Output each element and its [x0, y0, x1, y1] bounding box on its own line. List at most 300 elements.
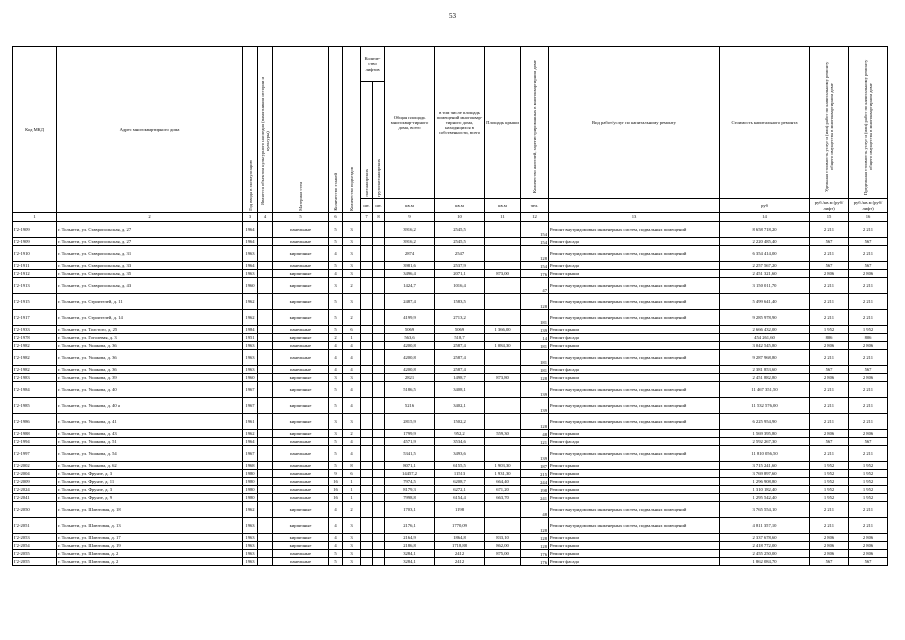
row-cost: 2 455 250,00	[720, 550, 810, 558]
table-row	[13, 382, 888, 398]
row-entrances: 8	[343, 462, 361, 470]
row-work: Ремонт крыши	[549, 430, 720, 438]
row-max-cost: 2 806	[849, 550, 888, 558]
row-lifts-cargo	[373, 222, 385, 238]
row-area-total: 5069	[385, 326, 435, 334]
row-area-own: 1864,8	[435, 534, 485, 542]
row-code: Г2-1978	[13, 334, 57, 342]
row-work: Ремонт крыши	[549, 486, 720, 494]
row-roof	[485, 350, 521, 366]
row-work: Ремонт крыши	[549, 494, 720, 502]
row-area-own: 11513	[435, 470, 485, 478]
row-residents: 154	[521, 262, 549, 270]
row-area-own: 2412	[435, 550, 485, 558]
row-lifts-cargo	[373, 350, 385, 366]
row-unit-cost: 2 211	[810, 446, 849, 462]
row-cost: 8 658 718,20	[720, 222, 810, 238]
header-residents: Количество жителей, зарегистрированных в многоквартирном доме	[521, 47, 549, 199]
row-lifts-cargo	[373, 238, 385, 246]
table-row	[13, 550, 888, 558]
table-row	[13, 534, 888, 542]
row-floors: 4	[329, 246, 343, 262]
row-cost: 2 451 882,80	[720, 374, 810, 382]
table-row	[13, 310, 888, 326]
row-work: Ремонт крыши	[549, 550, 720, 558]
row-lifts-pass	[361, 534, 373, 542]
row-address: г. Тольятти, ул. Толстого, д. 25	[57, 326, 243, 334]
unit-work	[549, 199, 720, 213]
row-unit-cost: 2 211	[810, 222, 849, 238]
row-address: г. Тольятти, ул. Ушакова, д. 36	[57, 366, 243, 374]
row-address: г. Тольятти, ул. Шлютовая, д. 19	[57, 542, 243, 550]
table-row	[13, 502, 888, 518]
row-unit-cost: 567	[810, 558, 849, 566]
row-heritage	[258, 246, 273, 262]
row-material: кирпичные	[273, 310, 329, 326]
row-year: 1951	[243, 334, 258, 342]
row-residents: 47	[521, 278, 549, 294]
row-residents: 181	[521, 342, 549, 350]
row-residents: 128	[521, 518, 549, 534]
row-lifts-cargo	[373, 534, 385, 542]
row-code: Г2-1986	[13, 414, 57, 430]
row-unit-cost: 1 952	[810, 470, 849, 478]
row-entrances: 4	[343, 382, 361, 398]
row-heritage	[258, 518, 273, 534]
row-year: 1962	[243, 430, 258, 438]
row-entrances: 4	[343, 446, 361, 462]
row-lifts-pass	[361, 246, 373, 262]
row-work: Ремонт крыши	[549, 470, 720, 478]
row-area-total: 1703,1	[385, 502, 435, 518]
row-material: кирпичные	[273, 414, 329, 430]
row-heritage	[258, 430, 273, 438]
row-address: г. Тольятти, ул. Гоголевая, д. 3	[57, 334, 243, 342]
row-year: 1967	[243, 382, 258, 398]
row-code: Г2-2009	[13, 478, 57, 486]
row-max-cost: 1 952	[849, 462, 888, 470]
row-entrances: 3	[343, 542, 361, 550]
row-year: 1963	[243, 246, 258, 262]
row-area-own: 2071,1	[435, 270, 485, 278]
row-area-own: 952,2	[435, 430, 485, 438]
row-year: 1980	[243, 494, 258, 502]
row-unit-cost: 806	[810, 334, 849, 342]
row-material: панельные	[273, 470, 329, 478]
row-cost: 11 810 056,50	[720, 446, 810, 462]
row-address: г. Тольятти, ул. Шлютовая, д. 18	[57, 502, 243, 518]
row-entrances: 2	[343, 430, 361, 438]
row-address: г. Тольятти, ул. Ставропольская, д. 43	[57, 278, 243, 294]
row-area-own: 2587,4	[435, 366, 485, 374]
row-year: 1967	[243, 398, 258, 414]
row-code: Г2-1983	[13, 374, 57, 382]
col-num: 10	[435, 213, 485, 222]
row-material: кирпичные	[273, 518, 329, 534]
row-area-total: 8179,3	[385, 486, 435, 494]
row-address: г. Тольятти, ул. Ставропольская, д. 27	[57, 238, 243, 246]
row-cost: 3 715 241,60	[720, 462, 810, 470]
row-cost: 1 296 908,80	[720, 478, 810, 486]
row-max-cost: 2 806	[849, 542, 888, 550]
header-area-total: Общая площадь многоквар-тирного дома, всего	[385, 47, 435, 199]
header-address: Адрес многоквартирного дома	[57, 47, 243, 213]
row-area-total: 7974,5	[385, 478, 435, 486]
row-max-cost: 567	[849, 558, 888, 566]
row-residents: 181	[521, 350, 549, 366]
row-lifts-cargo	[373, 294, 385, 310]
row-roof: 1 903,30	[485, 462, 521, 470]
col-num: 5	[273, 213, 329, 222]
row-max-cost: 2 211	[849, 350, 888, 366]
col-num: 4	[258, 213, 273, 222]
row-address: г. Тольятти, ул. Фрунзе, д. 9	[57, 494, 243, 502]
row-entrances: 4	[343, 342, 361, 350]
row-lifts-pass	[361, 334, 373, 342]
row-area-own: 2587,4	[435, 342, 485, 350]
row-lifts-cargo	[373, 518, 385, 534]
row-material: панельные	[273, 342, 329, 350]
row-entrances: 1	[343, 334, 361, 342]
row-floors: 3	[329, 278, 343, 294]
header-entrances: Количество подъездов	[343, 47, 361, 213]
header-unit-cost: Удельная стоимость услуг и (или) работ по капитальному ремонту общего имущества в многоквартирном доме	[810, 47, 849, 199]
row-lifts-pass	[361, 430, 373, 438]
row-area-own: 1016,4	[435, 278, 485, 294]
row-lifts-pass	[361, 518, 373, 534]
col-num: 12	[521, 213, 549, 222]
header-year: Год ввода в эксплуатацию	[243, 47, 258, 213]
row-area-own: 1498,7	[435, 374, 485, 382]
row-roof	[485, 502, 521, 518]
row-lifts-pass	[361, 278, 373, 294]
row-work: Ремонт фасада	[549, 262, 720, 270]
row-area-total: 563,6	[385, 334, 435, 342]
table-row	[13, 342, 888, 350]
row-area-total: 2164,9	[385, 534, 435, 542]
row-lifts-pass	[361, 542, 373, 550]
row-unit-cost: 2 806	[810, 542, 849, 550]
row-floors: 3	[329, 374, 343, 382]
row-floors: 16	[329, 494, 343, 502]
row-area-own: 3402,1	[435, 398, 485, 414]
table-row	[13, 518, 888, 534]
row-address: г. Тольятти, ул. Ушакова, д. 39	[57, 374, 243, 382]
row-floors: 16	[329, 478, 343, 486]
row-code: Г2-2050	[13, 502, 57, 518]
row-max-cost: 2 211	[849, 246, 888, 262]
row-lifts-pass	[361, 478, 373, 486]
header-lifts-cargo: грузопассажирских	[373, 82, 385, 199]
row-work: Ремонт внутридомовых инженерных систем, подвальных помещений	[549, 446, 720, 462]
row-address: г. Тольятти, ул. Фрунзе, д. 3	[57, 486, 243, 494]
row-work: Ремонт фасада	[549, 558, 720, 566]
row-cost: 11 467 351,50	[720, 382, 810, 398]
row-lifts-cargo	[373, 278, 385, 294]
row-lifts-cargo	[373, 262, 385, 270]
row-address: г. Тольятти, ул. Ставропольская, д. 27	[57, 222, 243, 238]
row-lifts-pass	[361, 374, 373, 382]
row-entrances: 6	[343, 326, 361, 334]
row-max-cost: 2 806	[849, 534, 888, 542]
col-num: 8	[373, 213, 385, 222]
header-lifts-pass: пассажирских	[361, 82, 373, 199]
row-unit-cost: 567	[810, 366, 849, 374]
row-heritage	[258, 462, 273, 470]
table-row	[13, 238, 888, 246]
row-residents: 128	[521, 374, 549, 382]
row-unit-cost: 2 211	[810, 350, 849, 366]
row-lifts-pass	[361, 462, 373, 470]
row-material: панельные	[273, 438, 329, 446]
row-roof: 1 084,30	[485, 342, 521, 350]
row-unit-cost: 567	[810, 262, 849, 270]
table-row	[13, 334, 888, 342]
row-roof: 671,20	[485, 486, 521, 494]
row-cost: 9 287 968,80	[720, 350, 810, 366]
row-cost: 11 532 576,00	[720, 398, 810, 414]
row-entrances: 4	[343, 366, 361, 374]
header-material: Материал стен	[273, 47, 329, 213]
row-cost: 2 337 678,60	[720, 534, 810, 542]
row-max-cost: 2 211	[849, 222, 888, 238]
row-area-total: 2874	[385, 246, 435, 262]
row-roof	[485, 382, 521, 398]
row-material: панельные	[273, 494, 329, 502]
row-material: кирпичные	[273, 382, 329, 398]
row-material: панельные	[273, 262, 329, 270]
row-heritage	[258, 550, 273, 558]
row-floors: 4	[329, 518, 343, 534]
table-row	[13, 414, 888, 430]
row-max-cost: 2 211	[849, 278, 888, 294]
row-area-own: 1583,5	[435, 294, 485, 310]
row-area-own: 5069	[435, 326, 485, 334]
row-code: Г2-1994	[13, 438, 57, 446]
row-unit-cost: 2 211	[810, 414, 849, 430]
row-lifts-cargo	[373, 438, 385, 446]
row-unit-cost: 2 211	[810, 502, 849, 518]
row-area-total: 3981,6	[385, 262, 435, 270]
row-entrances: 3	[343, 518, 361, 534]
row-material: панельные	[273, 550, 329, 558]
row-heritage	[258, 350, 273, 366]
unit-unit-cost: руб./кв.м (руб/лифт)	[810, 199, 849, 213]
row-work: Ремонт внутридомовых инженерных систем, подвальных помещений	[549, 222, 720, 238]
row-cost: 5 499 641,40	[720, 294, 810, 310]
row-lifts-cargo	[373, 502, 385, 518]
row-area-total: 4199,9	[385, 310, 435, 326]
row-year: 1964	[243, 438, 258, 446]
row-lifts-cargo	[373, 470, 385, 478]
row-area-own: 3534,6	[435, 438, 485, 446]
row-entrances: 3	[343, 262, 361, 270]
row-lifts-pass	[361, 350, 373, 366]
row-code: Г2-1911	[13, 262, 57, 270]
header-work: Вид работ/услуг по капитальному ремонту	[549, 47, 720, 199]
row-floors: 3	[329, 430, 343, 438]
row-entrances: 3	[343, 270, 361, 278]
row-residents: 176	[521, 558, 549, 566]
row-lifts-cargo	[373, 486, 385, 494]
row-cost: 1 295 542,40	[720, 494, 810, 502]
row-address: г. Тольятти, ул. Ушакова, д. 43	[57, 430, 243, 438]
table-row	[13, 494, 888, 502]
page-number: 53	[449, 12, 456, 20]
row-area-total: 3916,2	[385, 238, 435, 246]
row-year: 1963	[243, 342, 258, 350]
row-year: 1980	[243, 486, 258, 494]
row-code: Г2-1988	[13, 430, 57, 438]
row-work: Ремонт фасада	[549, 238, 720, 246]
row-residents: 128	[521, 542, 549, 550]
row-roof	[485, 262, 521, 270]
row-material: панельные	[273, 478, 329, 486]
row-entrances: 1	[343, 486, 361, 494]
row-work: Ремонт крыши	[549, 478, 720, 486]
col-num: 15	[810, 213, 849, 222]
row-area-total: 2815,9	[385, 414, 435, 430]
row-work: Ремонт внутридомовых инженерных систем, подвальных помещений	[549, 246, 720, 262]
row-lifts-cargo	[373, 446, 385, 462]
table-row	[13, 558, 888, 566]
row-floors: 4	[329, 366, 343, 374]
row-area-own: 6272,1	[435, 486, 485, 494]
row-area-total: 4200,8	[385, 350, 435, 366]
table-row	[13, 374, 888, 382]
row-roof: 664,40	[485, 478, 521, 486]
row-lifts-cargo	[373, 366, 385, 374]
row-lifts-pass	[361, 398, 373, 414]
row-heritage	[258, 486, 273, 494]
row-cost: 6 354 414,00	[720, 246, 810, 262]
row-code: Г2-1997	[13, 446, 57, 462]
row-heritage	[258, 558, 273, 566]
row-code: Г2-2004	[13, 470, 57, 478]
row-code: Г2-1910	[13, 246, 57, 262]
row-lifts-pass	[361, 446, 373, 462]
row-area-total: 8071,1	[385, 462, 435, 470]
row-work: Ремонт внутридомовых инженерных систем, подвальных помещений	[549, 502, 720, 518]
row-address: г. Тольятти, ул. Шлютовая, д. 2	[57, 550, 243, 558]
row-heritage	[258, 470, 273, 478]
row-roof	[485, 438, 521, 446]
row-floors: 5	[329, 222, 343, 238]
row-lifts-pass	[361, 470, 373, 478]
row-material: кирпичные	[273, 278, 329, 294]
row-code: Г2-1915	[13, 294, 57, 310]
row-address: г. Тольятти, ул. Шлютовая, д. 2	[57, 558, 243, 566]
unit-lifts-cargo: шт.	[373, 199, 385, 213]
row-year: 1964	[243, 262, 258, 270]
row-max-cost: 806	[849, 334, 888, 342]
row-heritage	[258, 446, 273, 462]
row-work: Ремонт фасада	[549, 366, 720, 374]
row-area-own: 2713,2	[435, 310, 485, 326]
row-heritage	[258, 294, 273, 310]
row-heritage	[258, 534, 273, 542]
row-entrances: 3	[343, 374, 361, 382]
row-address: г. Тольятти, ул. Шлютовая, д. 13	[57, 518, 243, 534]
row-area-total: 14457,2	[385, 470, 435, 478]
row-cost: 3 042 545,80	[720, 342, 810, 350]
table-row	[13, 478, 888, 486]
row-heritage	[258, 542, 273, 550]
row-material: панельные	[273, 350, 329, 366]
row-work: Ремонт крыши	[549, 374, 720, 382]
row-lifts-cargo	[373, 558, 385, 566]
row-cost: 2 451 321,60	[720, 270, 810, 278]
row-lifts-cargo	[373, 246, 385, 262]
unit-lifts-pass: шт.	[361, 199, 373, 213]
row-year: 1963	[243, 518, 258, 534]
row-material: кирпичные	[273, 334, 329, 342]
table-row	[13, 446, 888, 462]
row-unit-cost: 1 952	[810, 486, 849, 494]
row-cost: 1 310 182,40	[720, 486, 810, 494]
row-residents: 139	[521, 382, 549, 398]
row-roof	[485, 222, 521, 238]
row-heritage	[258, 262, 273, 270]
row-heritage	[258, 238, 273, 246]
row-material: панельные	[273, 486, 329, 494]
row-material: панельные	[273, 446, 329, 462]
row-cost: 4 811 357,10	[720, 518, 810, 534]
row-code: Г2-1982	[13, 366, 57, 374]
row-lifts-cargo	[373, 542, 385, 550]
row-roof: 862,00	[485, 542, 521, 550]
row-address: г. Тольятти, ул. Ушакова, д. 62	[57, 462, 243, 470]
row-material: кирпичные	[273, 502, 329, 518]
row-work: Ремонт фасада	[549, 334, 720, 342]
row-code: Г2-2054	[13, 542, 57, 550]
row-area-own: 2547	[435, 246, 485, 262]
row-entrances: 3	[343, 534, 361, 542]
row-max-cost: 2 806	[849, 374, 888, 382]
row-max-cost: 567	[849, 238, 888, 246]
row-heritage	[258, 326, 273, 334]
row-roof	[485, 446, 521, 462]
row-floors: 5	[329, 462, 343, 470]
row-residents: 48	[521, 430, 549, 438]
row-area-total: 4200,8	[385, 366, 435, 374]
row-roof	[485, 366, 521, 374]
row-unit-cost: 2 806	[810, 430, 849, 438]
row-address: г. Тольятти, ул. Ушакова, д. 54	[57, 446, 243, 462]
row-area-own: 1198	[435, 502, 485, 518]
row-entrances: 2	[343, 502, 361, 518]
row-lifts-pass	[361, 494, 373, 502]
row-lifts-cargo	[373, 478, 385, 486]
row-max-cost: 1 952	[849, 494, 888, 502]
row-work: Ремонт крыши	[549, 462, 720, 470]
row-lifts-pass	[361, 486, 373, 494]
row-address: г. Тольятти, ул. Ушакова, д. 41	[57, 414, 243, 430]
row-code: Г2-2051	[13, 518, 57, 534]
header-area-own: в том числе площадь помещений многоквар-тирного дома, находящихся в собственности, всего	[435, 47, 485, 199]
row-area-total: 2186,8	[385, 542, 435, 550]
row-floors: 2	[329, 334, 343, 342]
row-area-own: 2537,9	[435, 262, 485, 270]
row-area-total: 3496,4	[385, 270, 435, 278]
row-floors: 5	[329, 238, 343, 246]
row-lifts-pass	[361, 382, 373, 398]
row-address: г. Тольятти, ул. Ушакова, д. 36	[57, 350, 243, 366]
row-work: Ремонт крыши	[549, 342, 720, 350]
row-work: Ремонт внутридомовых инженерных систем, подвальных помещений	[549, 414, 720, 430]
row-area-total: 7998,8	[385, 494, 435, 502]
table-row	[13, 430, 888, 438]
